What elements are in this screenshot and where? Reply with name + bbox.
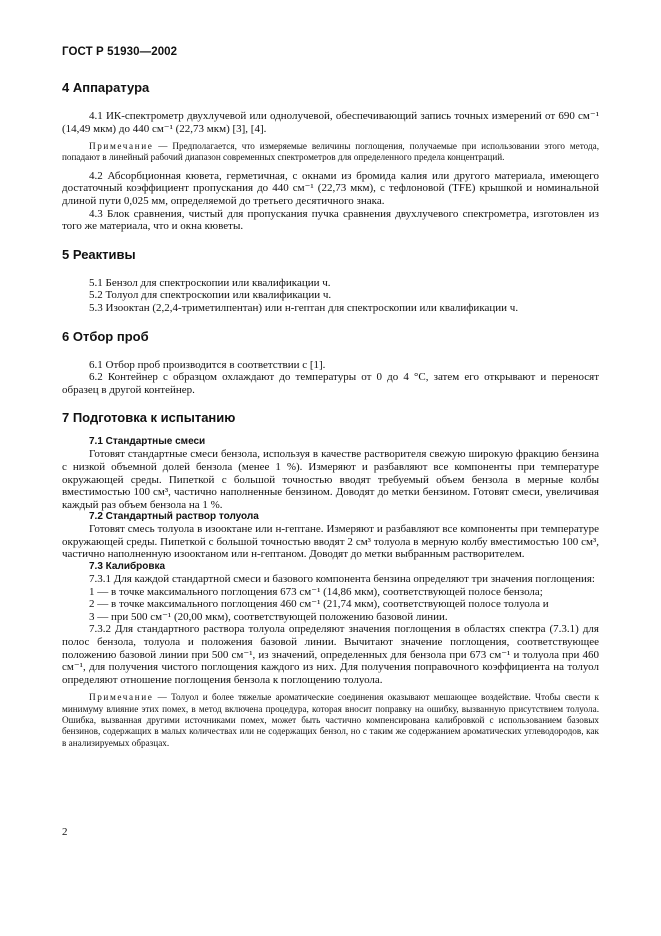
note-label: Примечание	[89, 141, 154, 152]
para-5-1: 5.1 Бензол для спектроскопии или квалификации ч.	[89, 276, 331, 289]
standard-header: ГОСТ Р 51930—2002	[62, 46, 178, 58]
para-7-3-2: 7.3.2 Для стандартного раствора толуола определяют значения поглощения в областях спектра (7.3.1) для полос бензола, толуола и положения базовой линии. Вычитают значение поглощения, соответствующее положению базовой линии при 500 см⁻¹, из значений, определенных для бензола при 673 см⁻¹ и толуола при 460 см⁻¹, для получения чистого поглощения каждого из них. Для получения поправочного коэффициента на толуол определяют отношение поглощения бензола к поглощению толуола.	[62, 623, 599, 686]
section-4-title: 4 Аппаратура	[62, 80, 150, 95]
subsection-7-3-title: 7.3 Калибровка	[89, 561, 166, 573]
note-label: Примечание	[89, 692, 154, 703]
para-6-1: 6.1 Отбор проб производится в соответствии с [1].	[89, 358, 326, 371]
para-5-3: 5.3 Изооктан (2,2,4-триметилпентан) или н-гептан для спектроскопии или квалификации ч.	[89, 301, 519, 314]
note-text: — Толуол и более тяжелые ароматические соединения оказывают мешающее воздействие. Чтобы свести к минимуму влияние этих помех, в метод включена процедура, которая вносит поправку на ошибку, вызванную присутствием толуола. Ошибка, вызванная другими источниками помех, может быть частично компенсирована калибровкой с использованием базовых бензинов, содержащих в малых количествах или не содержащих бензол, но с таким же содержанием ароматических углеводородов, как в анализируемых образцах.	[62, 692, 599, 748]
page-content	[62, 76, 599, 749]
section-6-title: 6 Отбор проб	[62, 328, 149, 344]
note-4	[62, 141, 599, 164]
subsection-7-1-title: 7.1 Стандартные смеси	[89, 436, 206, 448]
para-4-1: 4.1 ИК-спектрометр двухлучевой или однолучевой, обеспечивающий запись точных измерений от 690 см⁻¹ (14,49 мкм) до 440 см⁻¹ (22,73 мкм) [3], [4].	[62, 110, 599, 135]
list-item-1: 1 — в точке максимального поглощения 673 см⁻¹ (14,86 мкм), соответствующей полосе бензола;	[89, 585, 543, 598]
para-6-2: 6.2 Контейнер с образцом охлаждают до температуры от 0 до 4 °С, затем его открывают и переносят образец в другой контейнер.	[62, 371, 599, 396]
note-7	[62, 692, 599, 748]
para-7-3-1: 7.3.1 Для каждой стандартной смеси и базового компонента бензина определяют три значения поглощения:	[89, 573, 595, 586]
page-number: 2	[62, 826, 68, 838]
para-5-2: 5.2 Толуол для спектроскопии или квалификации ч.	[89, 289, 332, 302]
para-4-2: 4.2 Абсорбционная кювета, герметичная, с окнами из бромида калия или другого материала, имеющего достаточный коэффициент пропускания до 440 см⁻¹ (22,73 мкм), с тефлоновой (TFE) крышкой и номинальной длиной пути 0,025 мм, определяемой до третьего десятичного знака.	[62, 169, 599, 207]
list-item-2: 2 — в точке максимального поглощения 460 см⁻¹ (21,74 мкм), соответствующей полосе толуола и	[89, 598, 549, 611]
note-text: — Предполагается, что измеряемые величины поглощения, получаемые при использовании этого метода, попадают в линейный рабочий диапазон современных спектрометров для определенного предела концентраций.	[62, 141, 599, 163]
para-7-1: Готовят стандартные смеси бензола, используя в качестве растворителя свежую широкую фракцию бензина с низкой объемной долей бензола (менее 1 %). Измеряют и разбавляют все компоненты при температуре окружающей среды. Пипеткой с большой точностью вводят требуемый объем бензола в мерные колбы вместимостью 100 см³, частично наполненные бензином. Доводят до метки бензином. Готовят смеси, увеличивая каждый раз объем бензола на 1 %.	[62, 448, 599, 511]
para-7-2: Готовят смесь толуола в изооктане или н-гептане. Измеряют и разбавляют все компоненты при температуре окружающей среды. Пипеткой с большой точностью вводят 2 см³ толуола в мерную колбу вместимостью 100 см³, частично наполненную изооктаном или н-гептаном. Доводят до метки выбранным растворителем.	[62, 523, 599, 561]
section-5-title: 5 Реактивы	[62, 246, 136, 262]
subsection-7-2-title: 7.2 Стандартный раствор толуола	[89, 511, 259, 523]
section-7-title: 7 Подготовка к испытанию	[62, 410, 236, 426]
para-4-3: 4.3 Блок сравнения, чистый для пропускания пучка сравнения двухлучевого спектрометра, изготовлен из того же материала, что и окна кюветы.	[62, 207, 599, 233]
list-item-3: 3 — при 500 см⁻¹ (20,00 мкм), соответствующей положению базовой линии.	[89, 610, 448, 623]
